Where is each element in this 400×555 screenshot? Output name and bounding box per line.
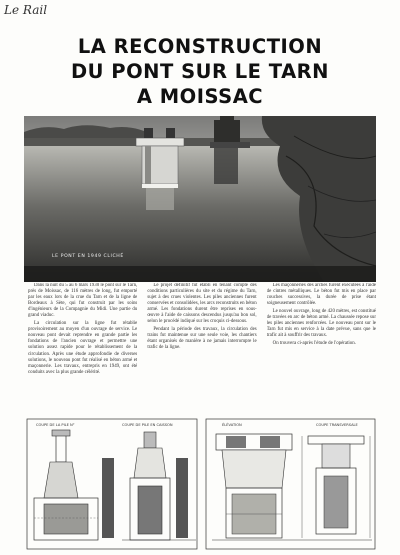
- pier-section-drawing: [27, 419, 197, 549]
- paragraph: La circulation sur la ligne fut rétablie provisoirement au moyen d'un ouvrage de service. Le nouveau pont devait reprendre en grande partie les fondations de l'ancien ouvrage et permettre une solution assez rapide pour le rétablissement de la circulation. Après une étude approfondie de diverses solutions, le nouveau pont fut réalisé en béton armé et maçonnerie. Les travaux, entrepris en 1949, ont été conduits avec la plus grande célérité.: [28, 321, 138, 375]
- paragraph: Les maçonneries des arches furent exécutées à l'aide de cintres métalliques. Le béton fut mis en place par couches successives, la durée de prise étant soigneusement contrôlée.: [266, 283, 376, 307]
- paragraph: Dans la nuit du 5 au 6 mars 1930 le pont sur le Tarn, près de Moissac, de 116 mètres de long, fut emporté par les eaux lors de la crue du Tarn et de la ligne de Bordeaux à Sète, qui fut construit par les soins d'ingénieurs de la Compagnie du Midi. Une partie du grand viaduc.: [28, 283, 138, 319]
- text-column-1: [28, 283, 137, 415]
- title-line-1: LA RECONSTRUCTION: [77, 35, 323, 58]
- title-line-3: A MOISSAC: [136, 85, 264, 108]
- paragraph: Pendant la période des travaux, la circulation des trains fut maintenue sur une seule voie, les chantiers étant organisés de manière à ne jamais interrompre le trafic de la ligne.: [147, 327, 257, 351]
- technical-drawings: [26, 418, 376, 550]
- bridge-elevation-drawing: [206, 419, 375, 549]
- article-title: [20, 34, 380, 109]
- paragraph: Le nouvel ouvrage, long de 420 mètres, est constitué de travées en arc de béton armé. La chaussée repose sur les piles anciennes renforcées. Le nouveau pont sur le Tarn fut mis en service à la date prévue, sans que le trafic ait à souffrir des travaux.: [266, 309, 376, 339]
- figure-label: COUPE TRANSVERSALE: [316, 423, 358, 427]
- figure-label: COUPE DE PILE EN CAISSON: [122, 423, 173, 427]
- figure-label: ÉLÉVATION: [222, 423, 242, 427]
- title-line-2: DU PONT SUR LE TARN: [70, 60, 330, 83]
- photo-caption: LE PONT EN 1949 CLICHÉ: [52, 254, 124, 259]
- masthead-brand: Le Rail: [4, 3, 48, 17]
- paragraph: Le projet définitif fut établi en tenant compte des conditions particulières du site et du régime du Tarn, sujet à des crues violentes. Les piles anciennes furent conservées et consolidées, les arcs reconstruits en béton armé. Les fondations durent être reprises en sous-œuvre à l'aide de caissons descendus jusqu'au bon sol, selon le procédé indiqué sur les croquis ci-dessous.: [147, 283, 257, 325]
- text-column-3: [267, 283, 376, 415]
- paragraph: On trouvera ci-après l'étude de l'opération.: [272, 341, 356, 347]
- article-body: [28, 283, 376, 415]
- figure-label: COUPE DE LA PILE N°: [36, 423, 75, 427]
- text-column-2: [147, 283, 256, 415]
